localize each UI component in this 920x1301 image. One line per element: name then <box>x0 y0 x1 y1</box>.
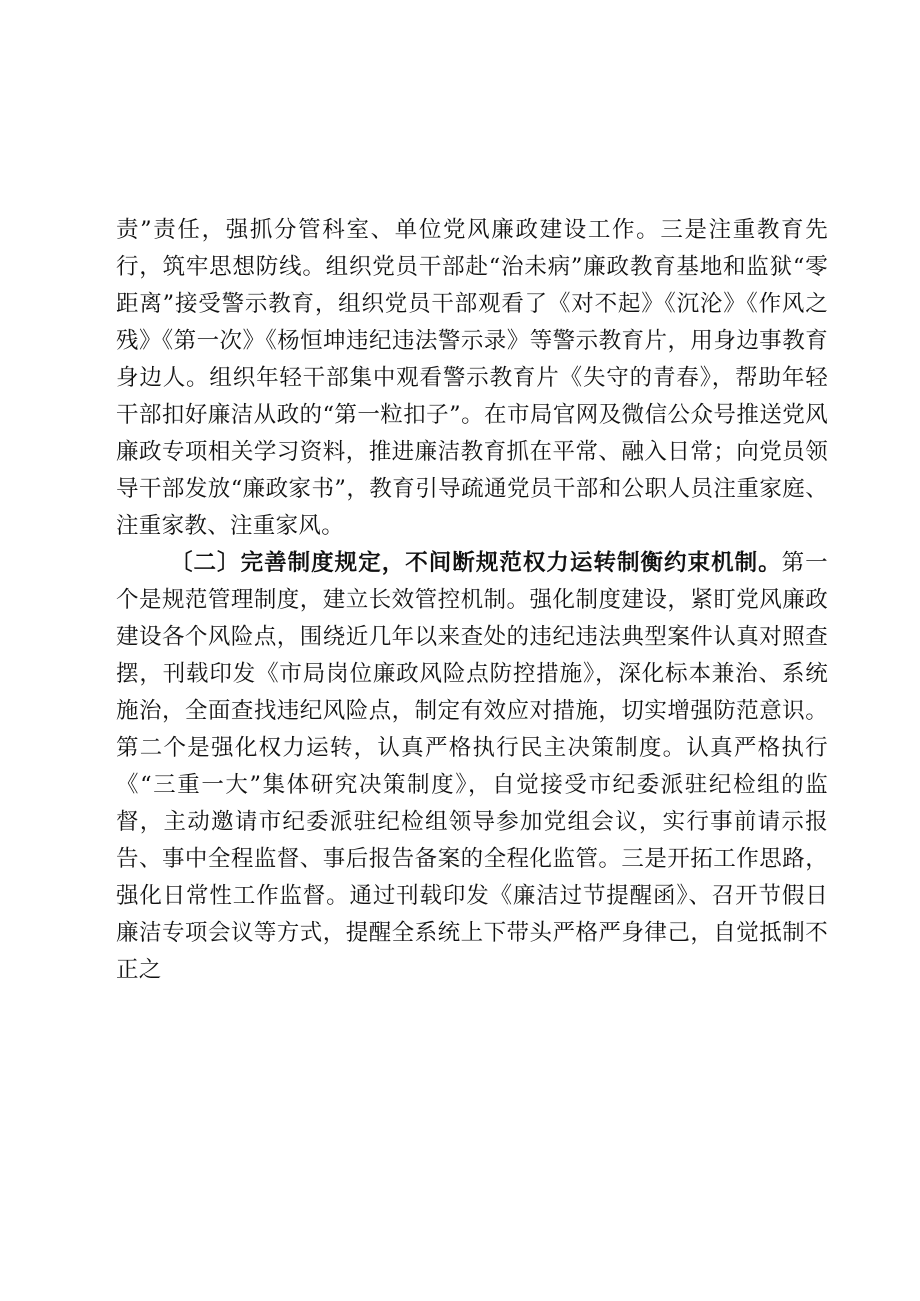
document-body <box>116 212 828 989</box>
paragraph-1-text: 责”责任，强抓分管科室、单位党风廉政建设工作。三是注重教育先行，筑牢思想防线。组织党员干部赴“治未病”廉政教育基地和监狱“零距离”接受警示教育，组织党员干部观看了《对不起》《沉沦》《作风之残》《第一次》《杨恒坤违纪违法警示录》等警示教育片，用身边事教育身边人。组织年轻干部集中观看警示教育片《失守的青春》，帮助年轻干部扣好廉洁从政的“第一粒扣子”。在市局官网及微信公众号推送党风廉政专项相关学习资料，推进廉洁教育抓在平常、融入日常；向党员领导干部发放“廉政家书”，教育引导疏通党员干部和公职人员注重家庭、注重家教、注重家风。 <box>116 217 828 539</box>
section-2-heading: 〔二〕完善制度规定，不间断规范权力运转制衡约束机制。 <box>170 550 782 576</box>
paragraph-2 <box>116 545 828 989</box>
section-2-body: 第一个是规范管理制度，建立长效管控机制。强化制度建设，紧盯党风廉政建设各个风险点，围绕近几年以来查处的违纪违法典型案件认真对照查摆，刊载印发《市局岗位廉政风险点防控措施》，深化标本兼治、系统施治，全面查找违纪风险点，制定有效应对措施，切实增强防范意识。第二个是强化权力运转，认真严格执行民主决策制度。认真严格执行《“三重一大”集体研究决策制度》，自觉接受市纪委派驻纪检组的监督，主动邀请市纪委派驻纪检组领导参加党组会议，实行事前请示报告、事中全程监督、事后报告备案的全程化监管。三是开拓工作思路，强化日常性工作监督。通过刊载印发《廉洁过节提醒函》、召开节假日廉洁专项会议等方式，提醒全系统上下带头严格严身律己，自觉抵制不正之 <box>116 550 828 983</box>
paragraph-1 <box>116 212 828 545</box>
